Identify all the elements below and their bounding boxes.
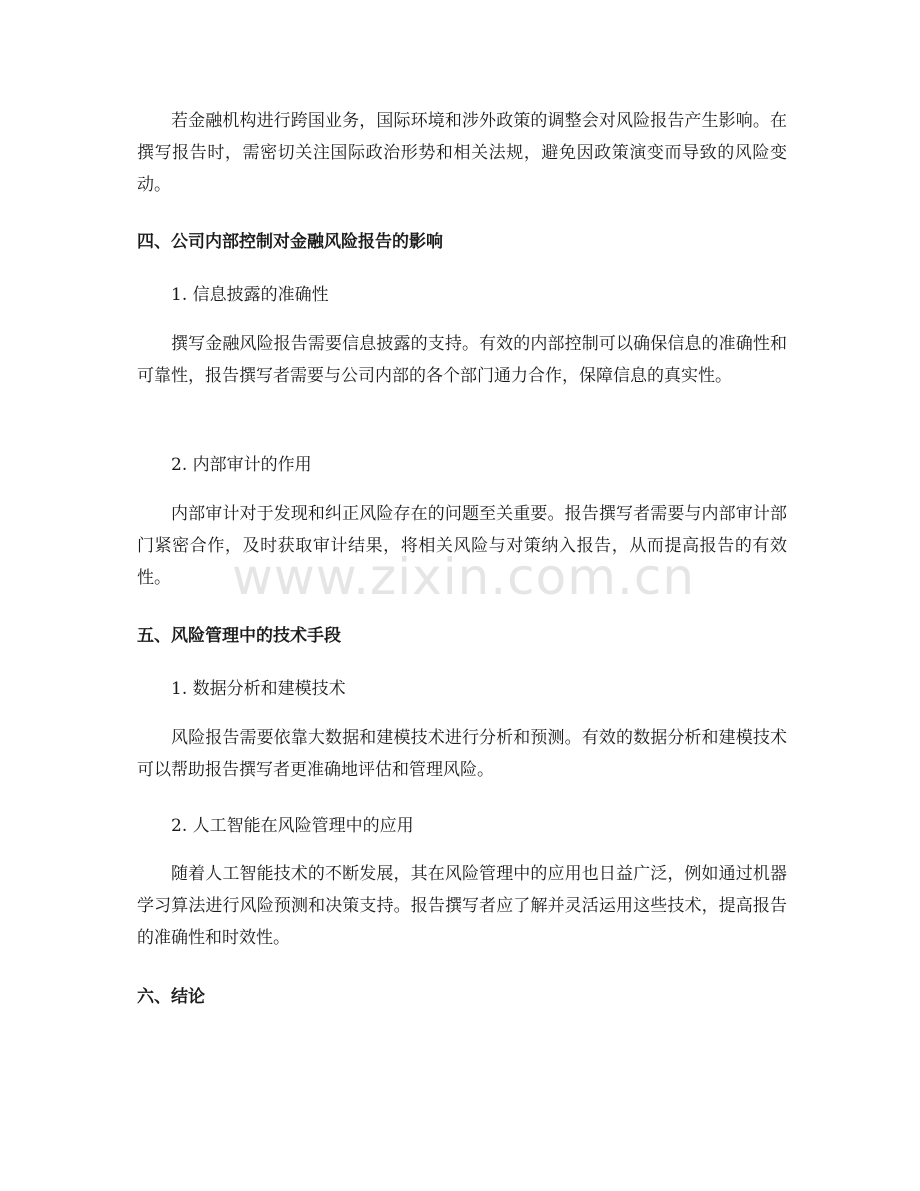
- paragraph-4-1: 撰写金融风险报告需要信息披露的支持。有效的内部控制可以确保信息的准确性和可靠性，报告撰写者需要与公司内部的各个部门通力合作，保障信息的真实性。: [137, 334, 787, 386]
- paragraph-cross-border: 若金融机构进行跨国业务，国际环境和涉外政策的调整会对风险报告产生影响。在撰写报告时，需密切关注国际政治形势和相关法规，避免因政策演变而导致的风险变动。: [137, 111, 787, 195]
- section-heading-6: 六、结论: [137, 987, 205, 1007]
- section-heading-5: 五、风险管理中的技术手段: [137, 626, 341, 646]
- subheading-5-2: 2. 人工智能在风险管理中的应用: [171, 816, 414, 836]
- section-heading-4: 四、公司内部控制对金融风险报告的影响: [137, 232, 443, 252]
- paragraph-5-2: 随着人工智能技术的不断发展，其在风险管理中的应用也日益广泛，例如通过机器学习算法进行风险预测和决策支持。报告撰写者应了解并灵活运用这些技术，提高报告的准确性和时效性。: [137, 864, 787, 948]
- subheading-4-1: 1. 信息披露的准确性: [171, 285, 329, 305]
- subheading-5-1: 1. 数据分析和建模技术: [171, 679, 346, 699]
- subheading-4-2: 2. 内部审计的作用: [171, 455, 312, 475]
- watermark: www.zixin.com.cn: [232, 548, 696, 606]
- paragraph-4-2: 内部审计对于发现和纠正风险存在的问题至关重要。报告撰写者需要与内部审计部门紧密合作，及时获取审计结果，将相关风险与对策纳入报告，从而提高报告的有效性。: [137, 504, 787, 588]
- paragraph-5-1: 风险报告需要依靠大数据和建模技术进行分析和预测。有效的数据分析和建模技术可以帮助报告撰写者更准确地评估和管理风险。: [137, 728, 787, 780]
